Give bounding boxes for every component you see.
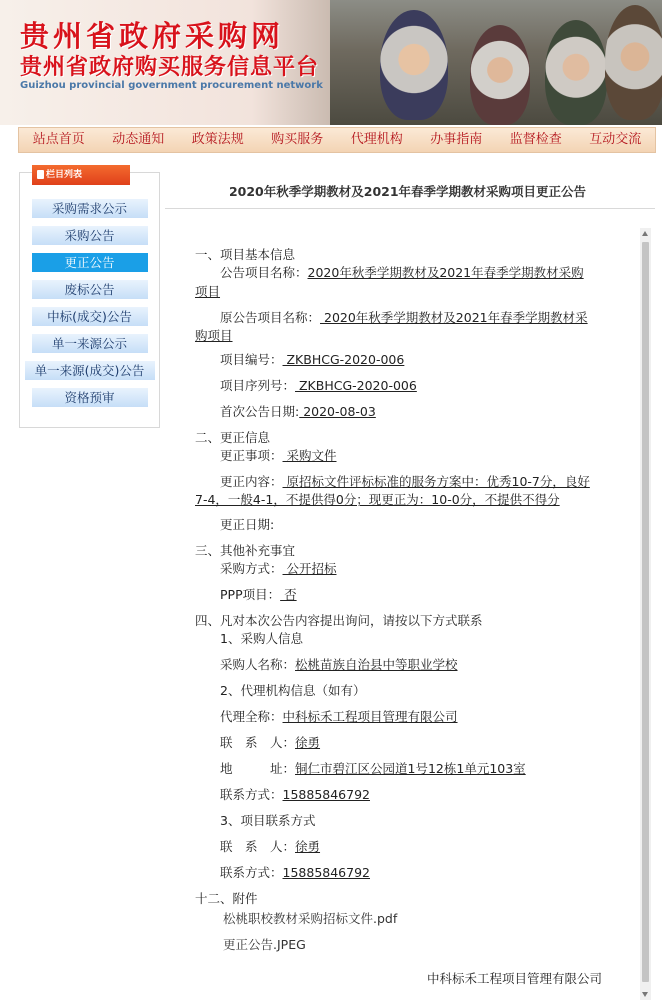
page-title: 2020年秋季学期教材及2021年春季学期教材采购项目更正公告 xyxy=(228,184,587,199)
change-item-row xyxy=(220,447,337,465)
change-item-value: 采购文件 xyxy=(282,448,337,463)
project-phone-value: 15885846792 xyxy=(282,865,370,880)
sidebar-item-single-source-award[interactable]: 单一来源(成交)公告 xyxy=(25,361,155,380)
site-title: 贵州省政府采购网 xyxy=(20,19,285,53)
nav-agencies[interactable]: 代理机构 xyxy=(350,132,403,147)
field-label: 联系方式： xyxy=(220,865,283,880)
attachment-link[interactable]: 更正公告.JPEG xyxy=(223,937,306,952)
field-label: 更正事项： xyxy=(220,448,283,463)
nav-news[interactable]: 动态通知 xyxy=(112,132,165,147)
field-label: 地 址： xyxy=(220,761,296,776)
project-name-row-cont xyxy=(195,283,220,301)
sidebar-item-prequalification[interactable]: 资格预审 xyxy=(32,388,148,407)
field-label: PPP项目： xyxy=(220,587,281,602)
scroll-down-arrow-icon[interactable] xyxy=(642,992,648,997)
ppp-row xyxy=(220,586,297,604)
section-heading: 四、凡对本次公告内容提出询问，请按以下方式联系 xyxy=(195,613,483,628)
sidebar-item-correction-notice[interactable]: 更正公告 xyxy=(32,253,148,272)
method-row xyxy=(220,560,337,578)
section-heading: 一、项目基本信息 xyxy=(195,247,296,262)
buyer-name-value: 松桃苗族自治县中等职业学校 xyxy=(295,657,458,672)
field-label: 原公告项目名称： xyxy=(220,310,321,325)
change-content-value-cont: 7-4，一般4-1，不提供得0分；现更正为：10-0分，不提供不得分 xyxy=(195,492,560,507)
agency-name-value: 中科标禾工程项目管理有限公司 xyxy=(282,709,458,724)
nav-home[interactable]: 站点首页 xyxy=(32,132,85,147)
section-heading: 三、其他补充事宜 xyxy=(195,543,296,558)
agency-address-row xyxy=(220,760,526,778)
sub-heading: 3、项目联系方式 xyxy=(220,813,316,828)
sidebar-item-procurement-notice[interactable]: 采购公告 xyxy=(32,226,148,245)
attachment-link[interactable]: 松桃职校教材采购招标文件.pdf xyxy=(223,911,398,926)
field-label: 公告项目名称： xyxy=(220,265,308,280)
field-label: 首次公告日期: xyxy=(220,404,300,419)
project-contact-row xyxy=(220,838,320,856)
sub-heading: 1、采购人信息 xyxy=(220,631,303,646)
project-name-value-cont: 项目 xyxy=(195,284,221,299)
first-date-row xyxy=(220,403,376,421)
section-heading: 十二、附件 xyxy=(195,891,258,906)
title-divider xyxy=(165,208,655,209)
agency-name-row xyxy=(220,708,458,726)
nav-guide[interactable]: 办事指南 xyxy=(430,132,483,147)
method-value: 公开招标 xyxy=(282,561,337,576)
agency-contact-row xyxy=(220,734,320,752)
sidebar-item-single-source-notice[interactable]: 单一来源公示 xyxy=(32,334,148,353)
field-label: 更正内容： xyxy=(220,474,283,489)
main-nav xyxy=(18,127,656,153)
document-icon xyxy=(37,170,44,179)
project-sequence-value: ZKBHCG-2020-006 xyxy=(295,378,417,393)
buyer-name-row xyxy=(220,656,458,674)
original-name-row xyxy=(220,309,588,327)
field-label: 联 系 人： xyxy=(220,839,296,854)
ppp-value: 否 xyxy=(280,587,297,602)
agency-contact-value: 徐勇 xyxy=(295,735,321,750)
sidebar xyxy=(19,172,160,428)
nav-policy[interactable]: 政策法规 xyxy=(191,132,244,147)
field-label: 联系方式： xyxy=(220,787,283,802)
site-subtitle: 贵州省政府购买服务信息平台 xyxy=(20,54,320,80)
sidebar-list xyxy=(20,199,159,415)
scrollbar-thumb[interactable] xyxy=(642,242,649,982)
change-date-row xyxy=(220,516,274,534)
sidebar-heading xyxy=(32,165,130,185)
first-date-value: 2020-08-03 xyxy=(299,404,376,419)
banner-photo-figure xyxy=(545,20,607,125)
sub-heading: 2、代理机构信息（如有） xyxy=(220,683,366,698)
project-contact-value: 徐勇 xyxy=(295,839,321,854)
field-label: 代理全称： xyxy=(220,709,283,724)
scrollbar[interactable] xyxy=(640,228,651,1000)
nav-supervision[interactable]: 监督检查 xyxy=(509,132,562,147)
project-name-value: 2020年秋季学期教材及2021年春季学期教材采购 xyxy=(307,265,584,280)
agency-phone-value: 15885846792 xyxy=(282,787,370,802)
agency-address-value: 铜仁市碧江区公园道1号12栋1单元103室 xyxy=(295,761,526,776)
original-name-row-cont xyxy=(195,327,233,345)
sidebar-item-failed-bid-notice[interactable]: 废标公告 xyxy=(32,280,148,299)
change-content-row xyxy=(220,473,590,491)
project-name-row xyxy=(220,264,584,282)
sidebar-heading-label: 栏目列表 xyxy=(46,170,83,180)
section-heading: 二、更正信息 xyxy=(195,430,271,445)
site-banner xyxy=(0,0,662,125)
sidebar-item-award-notice[interactable]: 中标(成交)公告 xyxy=(32,307,148,326)
field-label: 项目编号： xyxy=(220,352,283,367)
field-label: 更正日期: xyxy=(220,517,275,532)
original-name-value: 2020年秋季学期教材及2021年春季学期教材采 xyxy=(320,310,588,325)
original-name-value-cont: 购项目 xyxy=(195,328,233,343)
sidebar-item-demand-notice[interactable]: 采购需求公示 xyxy=(32,199,148,218)
scroll-up-arrow-icon[interactable] xyxy=(642,231,648,236)
nav-interaction[interactable]: 互动交流 xyxy=(589,132,642,147)
change-content-value: 原招标文件评标标准的服务方案中：优秀10-7分，良好 xyxy=(282,474,590,489)
project-sequence-row xyxy=(220,377,417,395)
field-label: 采购方式： xyxy=(220,561,283,576)
field-label: 采购人名称： xyxy=(220,657,296,672)
notice-signature: 中科标禾工程项目管理有限公司 xyxy=(427,971,603,986)
change-content-row-cont xyxy=(195,491,560,509)
banner-photo-figure xyxy=(470,25,530,125)
agency-phone-row xyxy=(220,786,370,804)
project-number-row xyxy=(220,351,404,369)
field-label: 项目序列号： xyxy=(220,378,296,393)
banner-photo-figure xyxy=(605,5,662,120)
site-title-english: Guizhou provincial government procurement network xyxy=(20,80,323,91)
project-number-value: ZKBHCG-2020-006 xyxy=(282,352,405,367)
banner-photo-figure xyxy=(380,10,448,120)
field-label: 联 系 人： xyxy=(220,735,296,750)
nav-purchase-services[interactable]: 购买服务 xyxy=(271,132,324,147)
project-phone-row xyxy=(220,864,370,882)
